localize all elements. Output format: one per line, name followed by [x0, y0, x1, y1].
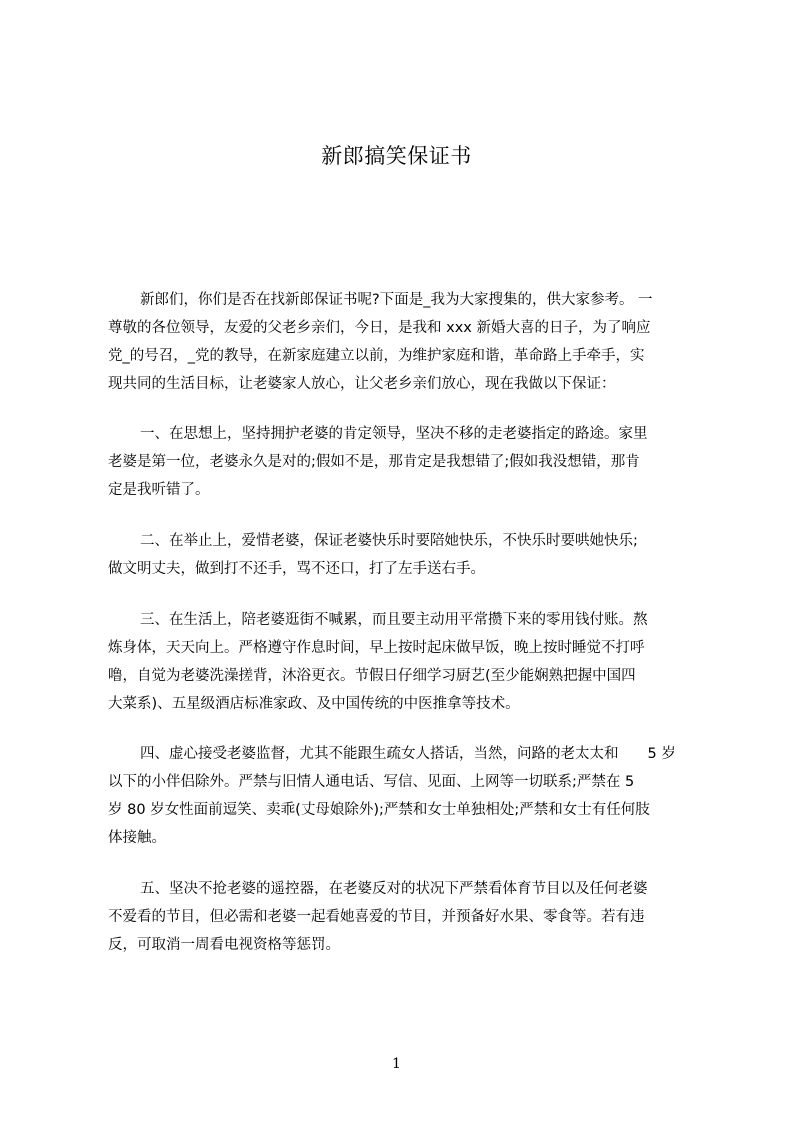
paragraph-line: 不爱看的节目，但必需和老婆一起看她喜爱的节目，并预备好水果、零食等。若有违 [108, 909, 645, 925]
paragraph-line: 做文明丈夫，做到打不还手，骂不还口，打了左手送右手。 [108, 561, 485, 577]
paragraph-line: 炼身体，天天向上。严格遵守作息时间，早上按时起床做早饭，晚上按时睡觉不打呼 [108, 640, 645, 656]
paragraph-line: 新郎们，你们是否在找新郎保证书呢?下面是_我为大家搜集的，供大家参考。 一 [140, 292, 653, 308]
paragraph-line: 一、在思想上，坚持拥护老婆的肯定领导，坚决不移的走老婆指定的路途。家里 [140, 426, 648, 442]
paragraph-line: 五、坚决不抢老婆的遥控器，在老婆反对的状况下严禁看体育节目以及任何老婆 [140, 881, 648, 897]
paragraph-line: 四、虚心接受老婆监督，尤其不能跟生疏女人搭话，当然，问路的老太太和 5 岁 [140, 746, 676, 762]
paragraph-line: 二、在举止上，爱惜老婆，保证老婆快乐时要陪她快乐，不快乐时要哄她快乐; [140, 533, 638, 549]
paragraph-line: 尊敬的各位领导，友爱的父老乡亲们，今日，是我和 xxx 新婚大喜的日子，为了响应 [108, 320, 651, 336]
paragraph-line: 定是我听错了。 [108, 482, 210, 498]
paragraph-line: 反，可取消一周看电视资格等惩罚。 [108, 937, 340, 953]
paragraph-line: 岁 80 岁女性面前逗笑、卖乖(丈母娘除外);严禁和女士单独相处;严禁和女士有任何肢 [108, 802, 650, 818]
paragraph-line: 大菜系)、五星级酒店标准家政、及中国传统的中医推拿等技术。 [108, 696, 520, 712]
page-number: 1 [392, 1056, 401, 1072]
document-title: 新郎搞笑保证书 [321, 144, 472, 168]
paragraph-line: 党_的号召，_党的教导，在新家庭建立以前，为维护家庭和谐，革命路上手牵手，实 [108, 348, 645, 364]
paragraph-line: 老婆是第一位，老婆永久是对的;假如不是，那肯定是我想错了;假如我没想错，那肯 [108, 454, 640, 470]
paragraph-line: 三、在生活上，陪老婆逛街不喊累，而且要主动用平常攒下来的零用钱付账。熬 [140, 612, 648, 628]
paragraph-line: 以下的小伴侣除外。严禁与旧情人通电话、写信、见面、上网等一切联系;严禁在 5 [108, 774, 635, 790]
paragraph-line: 现共同的生活目标，让老婆家人放心，让父老乡亲们放心，现在我做以下保证： [108, 376, 616, 392]
paragraph-line: 噜，自觉为老婆洗澡搓背，沐浴更衣。节假日仔细学习厨艺(至少能娴熟把握中国四 [108, 668, 636, 684]
paragraph-line: 体接触。 [108, 830, 166, 846]
